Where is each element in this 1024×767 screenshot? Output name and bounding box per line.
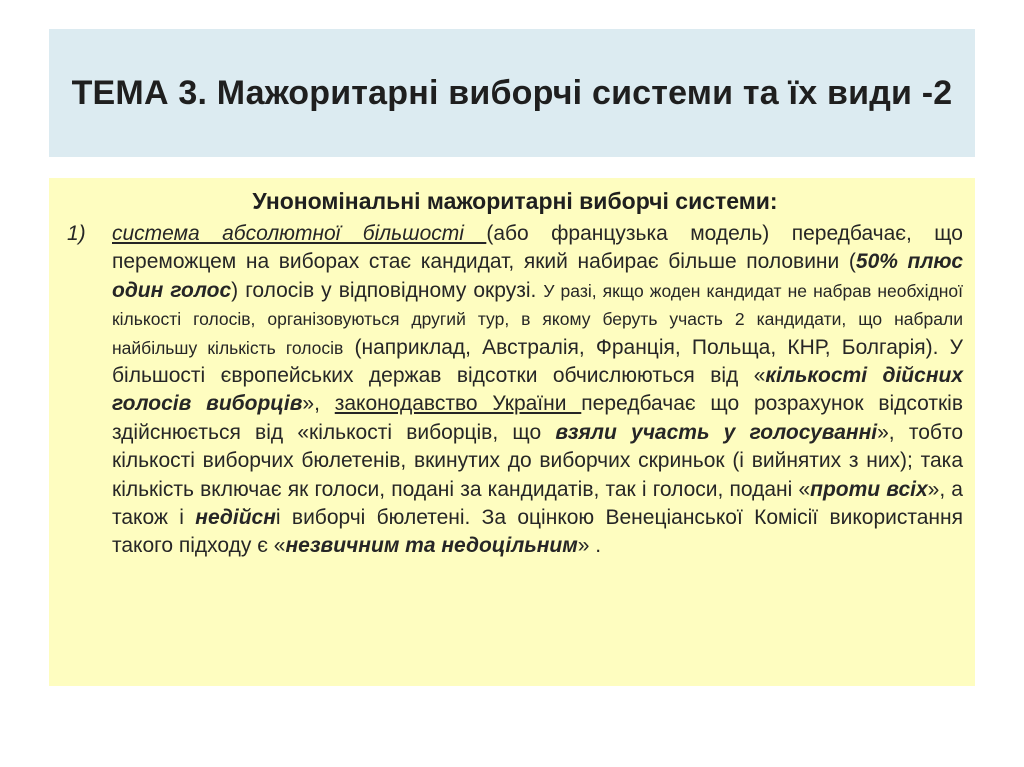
text-segment: У разі, якщо жоден кандидат не набрав необхідної кількості голосів, організовуються другий тур, в якому беруть участь 2 кандидати, що набрали найбільшу кількість голосів [112,280,963,358]
list-item [67,220,963,561]
list-item-text [112,220,963,561]
text-segment: незвичним та недоцільним [285,534,578,558]
text-segment: 50% плюс один голос [112,250,963,302]
text-segment: недійсн [195,506,276,530]
text-segment: і виборчі бюлетені. За оцінкою Венеціанської Комісії використання такого підходу є « [112,506,963,558]
text-segment: » . [577,534,602,558]
text-segment: », а також і [112,477,963,530]
slide-subtitle: Унономінальні мажоритарні виборчі системи: [252,188,778,214]
slide-title: ТЕМА 3. Мажоритарні виборчі системи та їх види -2 [71,73,953,112]
text-segment: проти всіх [810,477,928,501]
text-segment: кількості дійсних голосів виборців [112,364,964,416]
text-segment: (або французька модель) передбачає, що переможцем на виборах стає кандидат, який набирає більше половини ( [112,222,963,274]
text-segment: система абсолютної більшості [112,222,487,245]
content-panel [49,178,975,686]
text-segment: », тобто кількості виборчих бюлетенів, вкинутих до виборчих скриньок (і вийнятих з них); така кількість включає як голоси, подані за кандидатів, так і голоси, подані « [112,420,963,501]
text-segment: (наприклад, Австралія, Франція, Польща, КНР, Болгарія). У більшості європейських держав відсотки обчислюються від « [112,335,963,388]
text-segment: законодавство України [334,392,582,416]
text-segment: ) голосів у відповідному окрузі. [231,278,544,302]
list-item-number: 1) [67,222,86,245]
text-segment: передбачає що розрахунок відсотків здійснюється від «кількості виборців, що [112,392,963,444]
text-segment: взяли участь у голосуванні [555,420,878,444]
title-banner [49,29,975,157]
text-segment: », [302,392,335,416]
